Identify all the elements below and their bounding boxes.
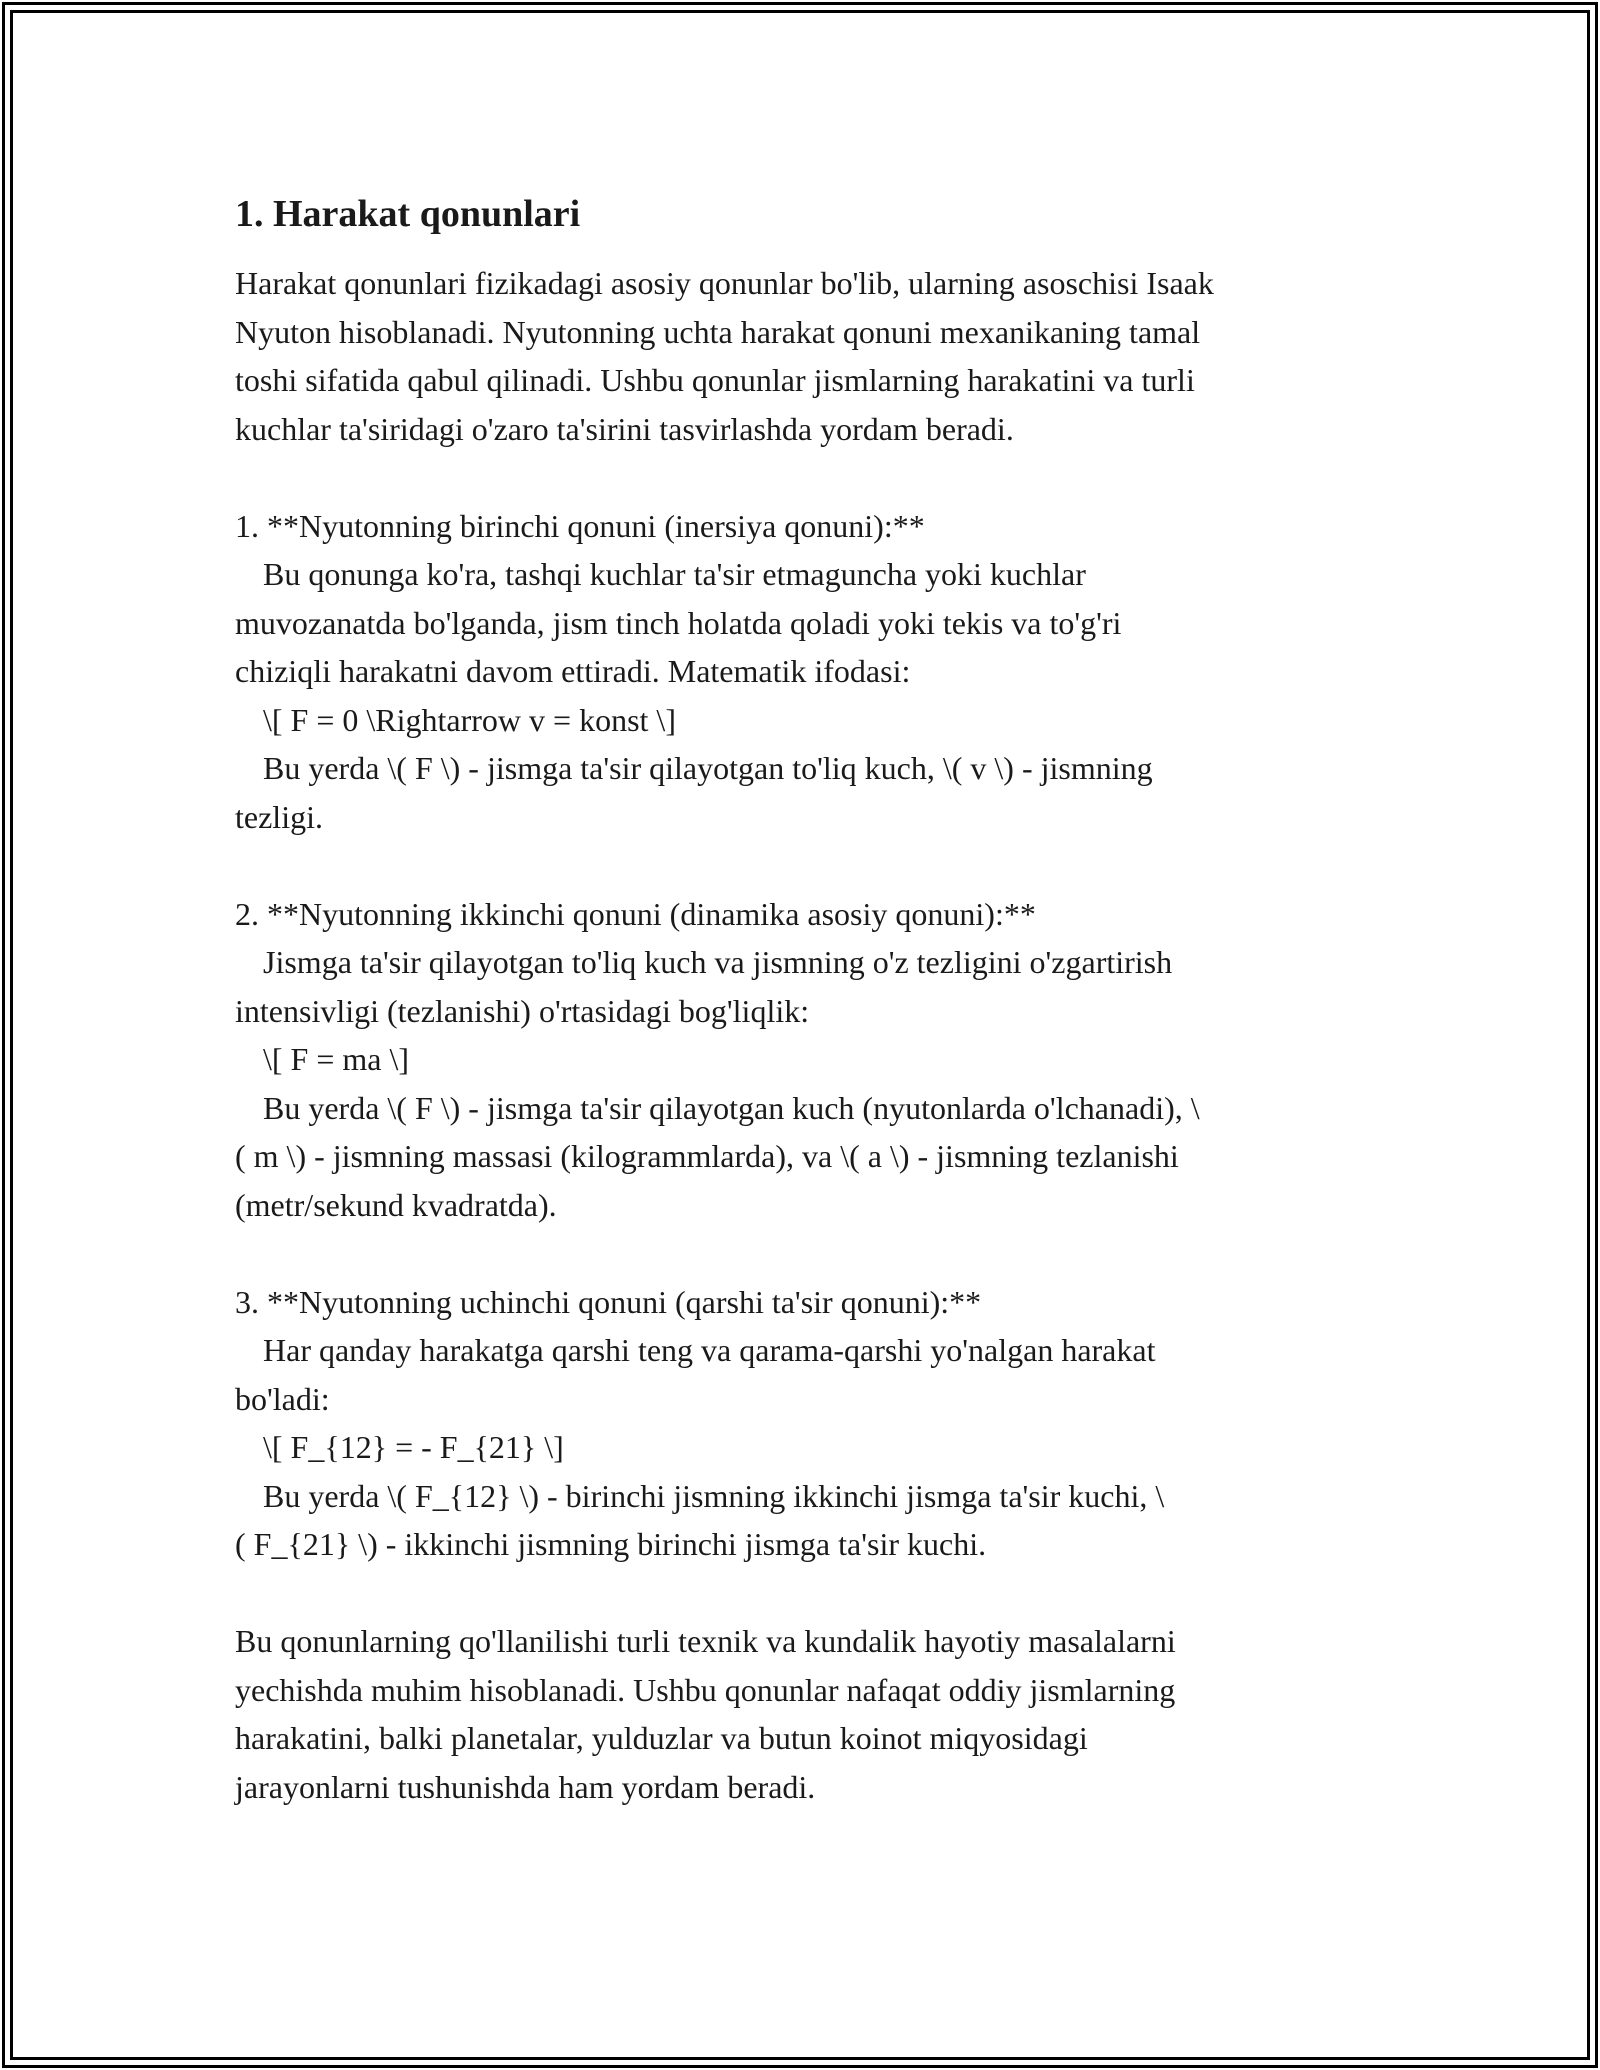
law-heading: 2. **Nyutonning ikkinchi qonuni (dinamika asosiy qonuni):** bbox=[235, 895, 1036, 932]
text-line: yechishda muhim hisoblanadi. Ushbu qonunlar nafaqat oddiy jismlarning bbox=[235, 1671, 1176, 1708]
page-title: 1. Harakat qonunlari bbox=[235, 193, 581, 235]
text-line: muvozanatda bo'lganda, jism tinch holatda qoladi yoki tekis va to'g'ri bbox=[235, 604, 1122, 641]
text-line: tezligi. bbox=[235, 798, 323, 835]
text-line: Bu yerda \( F \) - jismga ta'sir qilayotgan kuch (nyutonlarda o'lchanadi), \ bbox=[263, 1089, 1200, 1126]
text-line: harakatini, balki planetalar, yulduzlar va butun koinot miqyosidagi bbox=[235, 1720, 1088, 1756]
text-line: chiziqli harakatni davom ettiradi. Matematik ifodasi: bbox=[235, 653, 911, 689]
formula: \[ F = 0 \Rightarrow v = konst \] bbox=[263, 701, 676, 738]
law-1-section bbox=[235, 502, 1375, 842]
law-heading: 3. **Nyutonning uchinchi qonuni (qarshi ta'sir qonuni):** bbox=[235, 1283, 982, 1320]
text-line: ( m \) - jismning massasi (kilogrammlarda), va \( a \) - jismning tezlanishi bbox=[235, 1138, 1179, 1174]
law-heading: 1. **Nyutonning birinchi qonuni (inersiya qonuni):** bbox=[235, 507, 925, 544]
law-2-section bbox=[235, 890, 1375, 1230]
text-line: intensivligi (tezlanishi) o'rtasidagi bog'liqlik: bbox=[235, 992, 810, 1029]
formula: \[ F_{12} = - F_{21} \] bbox=[263, 1429, 564, 1465]
text-line: Jismga ta'sir qilayotgan to'liq kuch va jismning o'z tezligini o'zgartirish bbox=[263, 944, 1173, 980]
text-line: Bu yerda \( F_{12} \) - birinchi jismning ikkinchi jismga ta'sir kuchi, \ bbox=[263, 1477, 1165, 1514]
text-line: ( F_{21} \) - ikkinchi jismning birinchi jismga ta'sir kuchi. bbox=[235, 1526, 987, 1562]
text-line: Bu qonunlarning qo'llanilishi turli texnik va kundalik hayotiy masalalarni bbox=[235, 1623, 1176, 1659]
conclusion-paragraph bbox=[235, 1617, 1375, 1811]
text-line: Nyuton hisoblanadi. Nyutonning uchta harakat qonuni mexanikaning tamal bbox=[235, 313, 1201, 350]
text-line: bo'ladi: bbox=[235, 1380, 330, 1417]
law-3-section bbox=[235, 1278, 1375, 1569]
text-line: Harakat qonunlari fizikadagi asosiy qonunlar bo'lib, ularning asoschisi Isaak bbox=[235, 265, 1214, 301]
text-line: toshi sifatida qabul qilinadi. Ushbu qonunlar jismlarning harakatini va turli bbox=[235, 362, 1195, 398]
text-line: kuchlar ta'siridagi o'zaro ta'sirini tasvirlashda yordam beradi. bbox=[235, 410, 1014, 447]
document-body bbox=[235, 185, 1375, 1811]
text-line: Har qanday harakatga qarshi teng va qarama-qarshi yo'nalgan harakat bbox=[263, 1332, 1156, 1368]
text-line: Bu yerda \( F \) - jismga ta'sir qilayotgan to'liq kuch, \( v \) - jismning bbox=[263, 750, 1153, 786]
formula: \[ F = ma \] bbox=[263, 1041, 410, 1077]
intro-paragraph bbox=[235, 259, 1375, 453]
text-line: Bu qonunga ko'ra, tashqi kuchlar ta'sir etmaguncha yoki kuchlar bbox=[263, 556, 1086, 592]
text-line: jarayonlarni tushunishda ham yordam beradi. bbox=[235, 1768, 816, 1805]
text-line: (metr/sekund kvadratda). bbox=[235, 1186, 557, 1223]
